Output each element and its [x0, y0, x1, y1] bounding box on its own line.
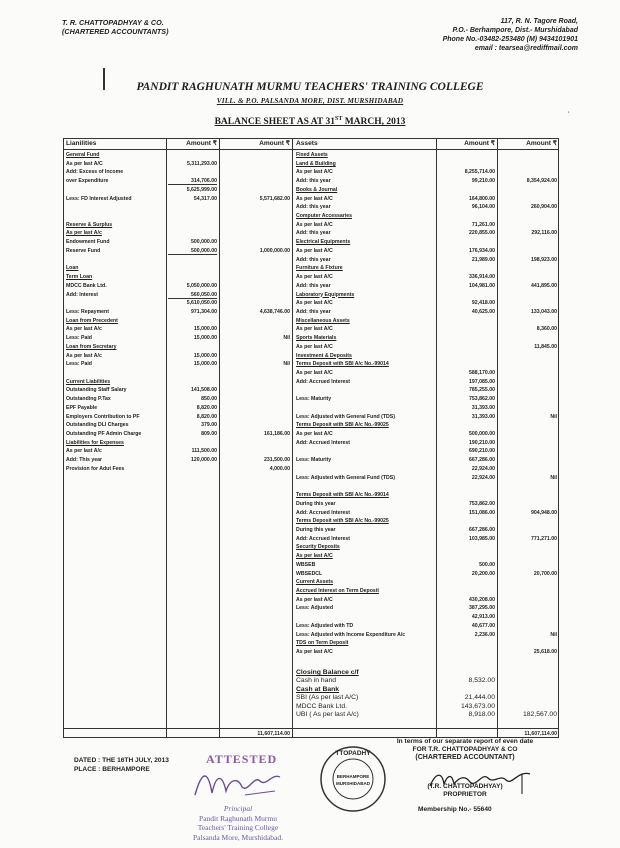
total-cell: 231,500.00	[264, 457, 290, 464]
amount-cell: 667,286.00	[469, 526, 495, 533]
row-label: MDCC Bank Ltd.	[66, 282, 107, 289]
amount-cell: 20,200.00	[471, 570, 495, 577]
amount-cell: 21,989.00	[471, 256, 495, 263]
amount-cell: 21,444.00	[464, 694, 495, 702]
total-cell: 771,271.00	[531, 535, 557, 542]
amount-cell: 387,295.00	[469, 605, 495, 612]
row-label: MDCC Bank Ltd.	[296, 702, 347, 710]
row-label: Add: Accrued Interest	[296, 509, 350, 516]
amount-cell: 31,393.00	[471, 404, 495, 411]
row-label: As per last A/C	[296, 300, 333, 307]
amount-cell: 8,820.00	[196, 413, 217, 420]
row-label: Furniture & Fixture	[296, 265, 343, 272]
firm-subtitle: (CHARTERED ACCOUNTANTS)	[62, 27, 169, 36]
amount-cell: 31,393.00	[471, 413, 495, 420]
total-cell: Nil	[550, 413, 557, 420]
amount-cell: 8,820.00	[196, 404, 217, 411]
row-label: During this year	[296, 526, 336, 533]
amount-cell: 5,625,999.00	[186, 186, 217, 193]
row-label: Less: Maturity	[296, 396, 332, 403]
amount-cell: 785,255.00	[469, 387, 495, 394]
amount-cell: 42,913.00	[471, 614, 495, 621]
row-label: Terms Deposit with SBI A/c No.-99025	[296, 518, 389, 525]
row-label: Accrued Interest on Term Deposit	[296, 588, 379, 594]
row-label: Computer Accessaries	[296, 213, 353, 220]
amount-cell: 103,985.00	[469, 535, 495, 542]
amount-cell: 190,210.00	[469, 439, 495, 446]
college-address: VILL. & P.O. PALSANDA MORE, DIST. MURSHIDABAD	[216, 97, 404, 105]
amount-cell: 54,317.00	[193, 195, 217, 202]
col-divider	[497, 139, 498, 737]
seal-text-top: TTOPADHY	[335, 750, 371, 757]
amount-cell: 971,304.00	[191, 308, 217, 315]
amount-cell: 5,311,293.00	[186, 160, 217, 167]
row-label: Add: this year	[296, 204, 331, 211]
amount-cell: 8,918.00	[468, 711, 495, 718]
amount-cell: 809.00	[201, 431, 217, 438]
title-end: MARCH, 2013	[342, 117, 406, 128]
balance-sheet-title	[0, 116, 620, 127]
row-label: Add: this year	[296, 256, 331, 263]
row-label: As per last A/C	[296, 247, 333, 254]
row-label: Add: this year	[296, 308, 331, 315]
header-amount-2: Amount ₹	[259, 140, 290, 147]
row-label: over Expenditure	[66, 178, 109, 185]
amount-cell: 314,706.00	[168, 178, 217, 185]
row-label: Closing Balance c/f	[296, 669, 359, 676]
row-label: As per last A/C	[296, 326, 333, 333]
stamp-line4: Palsanda More, Murshidabad.	[193, 832, 283, 842]
row-label: Outstanding Staff Salary	[66, 387, 127, 394]
amount-cell: 430,208.00	[469, 596, 495, 603]
stamp-line2: Pandit Raghunath Murmu	[199, 813, 277, 823]
title-main: BALANCE SHEET AS AT 31	[214, 117, 335, 128]
total-cell: 20,700.00	[533, 570, 557, 577]
amount-cell: 15,000.00	[193, 326, 217, 333]
row-label: Provision for Adut Fees	[66, 465, 125, 472]
firm-header	[62, 18, 168, 36]
amount-cell: 8,255,714.00	[464, 169, 495, 176]
total-cell: 161,186.00	[264, 431, 290, 438]
firm-email: email : tearsea@rediffmail.com	[474, 45, 578, 52]
amount-cell: 500,000.00	[469, 431, 495, 438]
row-label: EPF Payable	[66, 404, 98, 411]
college-name: PANDIT RAGHUNATH MURMU TEACHERS' TRAINING COLLEGE	[136, 81, 484, 93]
amount-cell: 143,673.00	[460, 702, 495, 710]
row-label: WBSEDCL	[296, 570, 323, 577]
row-label: Less: Adjusted	[296, 605, 333, 612]
row-label: Outstanding PF Admin Charge	[66, 431, 142, 438]
report-note: In terms of our separate report of even date	[396, 738, 534, 745]
row-label: Loan from Secretary	[66, 343, 117, 350]
principal-stamp	[178, 804, 298, 842]
row-label: Less: Repayment	[66, 308, 109, 315]
stamp-principal: Principal	[223, 804, 253, 813]
dated-place	[74, 756, 169, 774]
amount-cell: 120,000.00	[191, 457, 217, 464]
place: PLACE : BERHAMPORE	[74, 766, 150, 773]
total-cell: 8,360.00	[536, 326, 557, 333]
amount-cell: 40,625.00	[471, 308, 495, 315]
firm-address-line2: P.O.- Berhampore, Dist.- Murshidabad	[452, 27, 578, 34]
total-cell: Nil	[283, 361, 290, 368]
header-amount-3: Amount ₹	[464, 140, 495, 147]
balance-sheet-table	[63, 138, 559, 738]
amount-cell: 5,050,000.00	[186, 282, 217, 289]
principal-signature	[190, 765, 285, 805]
total-cell: 904,948.00	[531, 509, 557, 516]
row-label: Less: FD Interest Adjusted	[66, 195, 132, 202]
row-label: During this year	[296, 500, 336, 507]
col-divider	[219, 139, 220, 737]
row-label: As per last A/c	[66, 352, 102, 359]
row-label: Add: this year	[296, 178, 331, 185]
firm-phone: Phone No.-03482-253480 (M) 9434101901	[442, 36, 578, 43]
total-cell: 1,000,000.00	[259, 247, 290, 254]
amount-cell: 5,610,050.00	[186, 300, 217, 307]
row-label: Reserve & Surplus	[66, 221, 113, 228]
seal-text-mid1: BERHAMPORE	[336, 774, 370, 779]
row-label: Add: this year	[296, 282, 331, 289]
amount-cell: 22,924.00	[471, 465, 495, 472]
amount-cell: 690,210.00	[469, 448, 495, 455]
row-label: Current Liabilities	[66, 378, 111, 385]
amount-cell: 667,286.00	[469, 457, 495, 464]
row-label: Miscellaneous Assets	[296, 317, 350, 324]
attested-stamp: ATTESTED	[206, 752, 278, 766]
row-label: Less: Adjusted with General Fund (TDS)	[296, 474, 395, 481]
row-label: As per last A/C	[66, 160, 103, 167]
amount-cell: 197,085.00	[469, 378, 495, 385]
total-cell: 198,923.00	[531, 256, 557, 263]
amount-cell: 104,981.00	[469, 282, 495, 289]
row-label: Term Loan	[66, 274, 93, 281]
title-sup: ST	[334, 116, 343, 122]
amount-cell: 71,261.00	[471, 221, 495, 228]
amount-cell: 40,677.00	[471, 622, 495, 629]
amount-cell: 15,000.00	[193, 361, 217, 368]
row-label: Cash in hand	[296, 677, 337, 685]
row-label: Fixed Assets	[296, 152, 328, 158]
header-rule	[64, 149, 558, 150]
amount-cell: 96,104.00	[471, 204, 495, 211]
row-label: As per last A/C	[296, 553, 333, 560]
row-label: As per last A/c	[66, 326, 102, 333]
fold-mark: '	[568, 112, 570, 118]
row-label: Less: Paid	[66, 335, 92, 342]
amount-cell: 99,210.00	[471, 178, 495, 185]
row-label: SBI (As per last A/C)	[296, 694, 359, 702]
signer-name: (T.R. CHATTOPADHYAY)	[427, 783, 503, 790]
total-cell: 182,567.00	[522, 711, 557, 718]
for-firm: FOR T.R. CHATTOPADHYAY & CO	[412, 746, 518, 753]
row-label: As per last A/C	[296, 221, 333, 228]
seal-text-mid2: MURSHIDABAD	[336, 781, 370, 786]
row-label: As per last A/C	[296, 195, 333, 202]
row-label: UBI ( As per last A/c)	[296, 711, 359, 718]
total-rule	[64, 728, 558, 729]
row-label: Land & Building	[296, 160, 336, 167]
row-label: General Fund	[66, 152, 100, 158]
row-label: Add: This year	[66, 457, 103, 464]
row-label: Less: Adjusted with Income Expenditure A/c	[296, 631, 406, 638]
amount-cell: 151,086.00	[469, 509, 495, 516]
amount-cell: 753,862.00	[469, 396, 495, 403]
row-label: Add: Excess of Income	[66, 169, 124, 176]
total-cell: 11,845.00	[534, 343, 557, 350]
row-label: WBSEB	[296, 561, 316, 568]
firm-caption: (CHARTERED ACCOUNTANT)	[415, 754, 515, 761]
row-label: Electrical Equipments	[296, 239, 351, 246]
header-amount-1: Amount ₹	[186, 140, 217, 147]
row-label: Terms Deposit with SBI A/c No.-99014	[296, 492, 389, 499]
row-label: As per last A/C	[296, 343, 333, 350]
row-label: As per last A/C	[296, 274, 333, 281]
row-label: As per last A/C	[296, 649, 333, 656]
row-label: Liabilities for Expenses	[66, 439, 124, 446]
row-label: TDS on Term Deposit	[296, 640, 349, 647]
row-label: Add: this year	[296, 230, 331, 237]
membership-number: Membership No.- 55640	[418, 806, 492, 813]
total-cell: 260,904.00	[531, 204, 557, 211]
amount-cell: 2,236.00	[474, 631, 495, 638]
stamp-line3: Teachers' Training College	[197, 823, 279, 832]
amount-cell: 111,500.00	[191, 448, 217, 455]
total-cell: 4,000.00	[269, 465, 290, 472]
row-label: As per last A/C	[296, 370, 333, 376]
amount-cell: 500,000.00	[191, 239, 217, 246]
total-cell: 292,116.00	[531, 230, 557, 237]
row-label: As per last A/C	[296, 431, 333, 438]
row-label: Current Assets	[296, 579, 333, 586]
row-label: As per last A/C	[296, 596, 333, 603]
amount-cell: 850.00	[201, 396, 217, 403]
row-label: Less: Adjusted with TD	[296, 622, 354, 629]
amount-cell: 164,800.00	[469, 195, 495, 202]
row-label: Terms Deposit with SBI A/c No.-99025	[296, 422, 389, 429]
row-label: Outstanding P.Tax	[66, 396, 111, 403]
row-label: Books & Journal	[296, 186, 338, 193]
row-label: Add: Accrued Interest	[296, 378, 350, 385]
row-label: Add: Accrued Interest	[296, 535, 350, 542]
total-cell: Nil	[550, 474, 557, 481]
total-cell: 441,895.00	[531, 282, 557, 289]
row-label: Loan from Precedent	[66, 317, 118, 324]
col-divider	[166, 139, 167, 737]
row-label: Investment & Deposits	[296, 352, 352, 359]
row-label: Employers Contribution to PF	[66, 413, 140, 420]
amount-cell: 500,000.00	[168, 248, 217, 255]
header-amount-4: Amount ₹	[526, 140, 557, 147]
total-cell: 8,354,924.00	[526, 178, 557, 185]
firm-name: T. R. CHATTOPADHYAY & CO.	[62, 18, 164, 27]
row-label: Terms Deposit with SBI A/c No.-99014	[296, 361, 389, 368]
row-label: As per last A/c	[66, 230, 102, 237]
amount-cell: 176,934.00	[469, 247, 495, 254]
amount-cell: 15,000.00	[193, 335, 217, 342]
total-cell: Nil	[283, 335, 290, 342]
amount-cell: 22,924.00	[471, 474, 495, 481]
dated: DATED : THE 16TH JULY, 2013	[74, 757, 169, 764]
amount-cell: 336,914.00	[469, 274, 495, 281]
total-cell: 4,638,746.00	[259, 308, 290, 315]
firm-address-line1: 117, R. N. Tagore Road,	[500, 18, 578, 25]
row-label: Security Deposits	[296, 544, 340, 551]
amount-cell: 379.00	[201, 422, 217, 429]
header-assets: Assets	[296, 140, 318, 147]
row-label: Add: Interest	[66, 291, 98, 298]
amount-cell: 588,170.00	[469, 370, 495, 376]
amount-cell: 500.00	[479, 561, 495, 568]
row-label: Less: Maturity	[296, 457, 332, 464]
row-label: Outstanding DLI Charges	[66, 422, 129, 429]
total-assets: 11,607,114.00	[524, 731, 557, 737]
amount-cell: 560,050.00	[168, 292, 217, 299]
row-label: Less: Adjusted with General Fund (TDS)	[296, 413, 395, 420]
firm-seal	[318, 744, 388, 814]
total-cell: 133,043.00	[531, 308, 557, 315]
row-label: As per last A/C	[296, 169, 333, 176]
col-divider	[292, 139, 293, 737]
row-label: Sports Materials	[296, 335, 337, 342]
row-label: Cash at Bank	[296, 685, 340, 693]
amount-cell: 15,000.00	[193, 352, 217, 359]
auditor-signature	[426, 768, 536, 796]
amount-cell: 8,532.00	[468, 677, 495, 685]
row-label: Less: Paid	[66, 361, 92, 368]
college-heading	[0, 80, 620, 108]
amount-cell: 141,508.00	[191, 387, 217, 394]
row-label: As per last A/c	[66, 448, 102, 455]
amount-cell: 753,862.00	[469, 500, 495, 507]
header-liabilities: Lianilities	[66, 140, 97, 147]
col-divider	[436, 139, 437, 737]
amount-cell: 92,418.00	[471, 300, 495, 307]
row-label: Loan	[66, 265, 79, 272]
row-label: Reserve Fund	[66, 247, 101, 254]
amount-cell: 220,855.00	[469, 230, 495, 237]
total-cell: 5,571,682.00	[259, 195, 290, 202]
total-cell: 25,618.00	[533, 649, 557, 656]
total-liabilities: 11,607,114.00	[257, 731, 290, 737]
row-label: Add: Accrued Interest	[296, 439, 350, 446]
signer-role: PROPRIETOR	[443, 791, 487, 798]
row-label: Laboratory Equipments	[296, 291, 355, 298]
total-cell: Nil	[550, 631, 557, 638]
row-label: Endowment Fund	[66, 239, 110, 246]
firm-address	[443, 17, 578, 53]
